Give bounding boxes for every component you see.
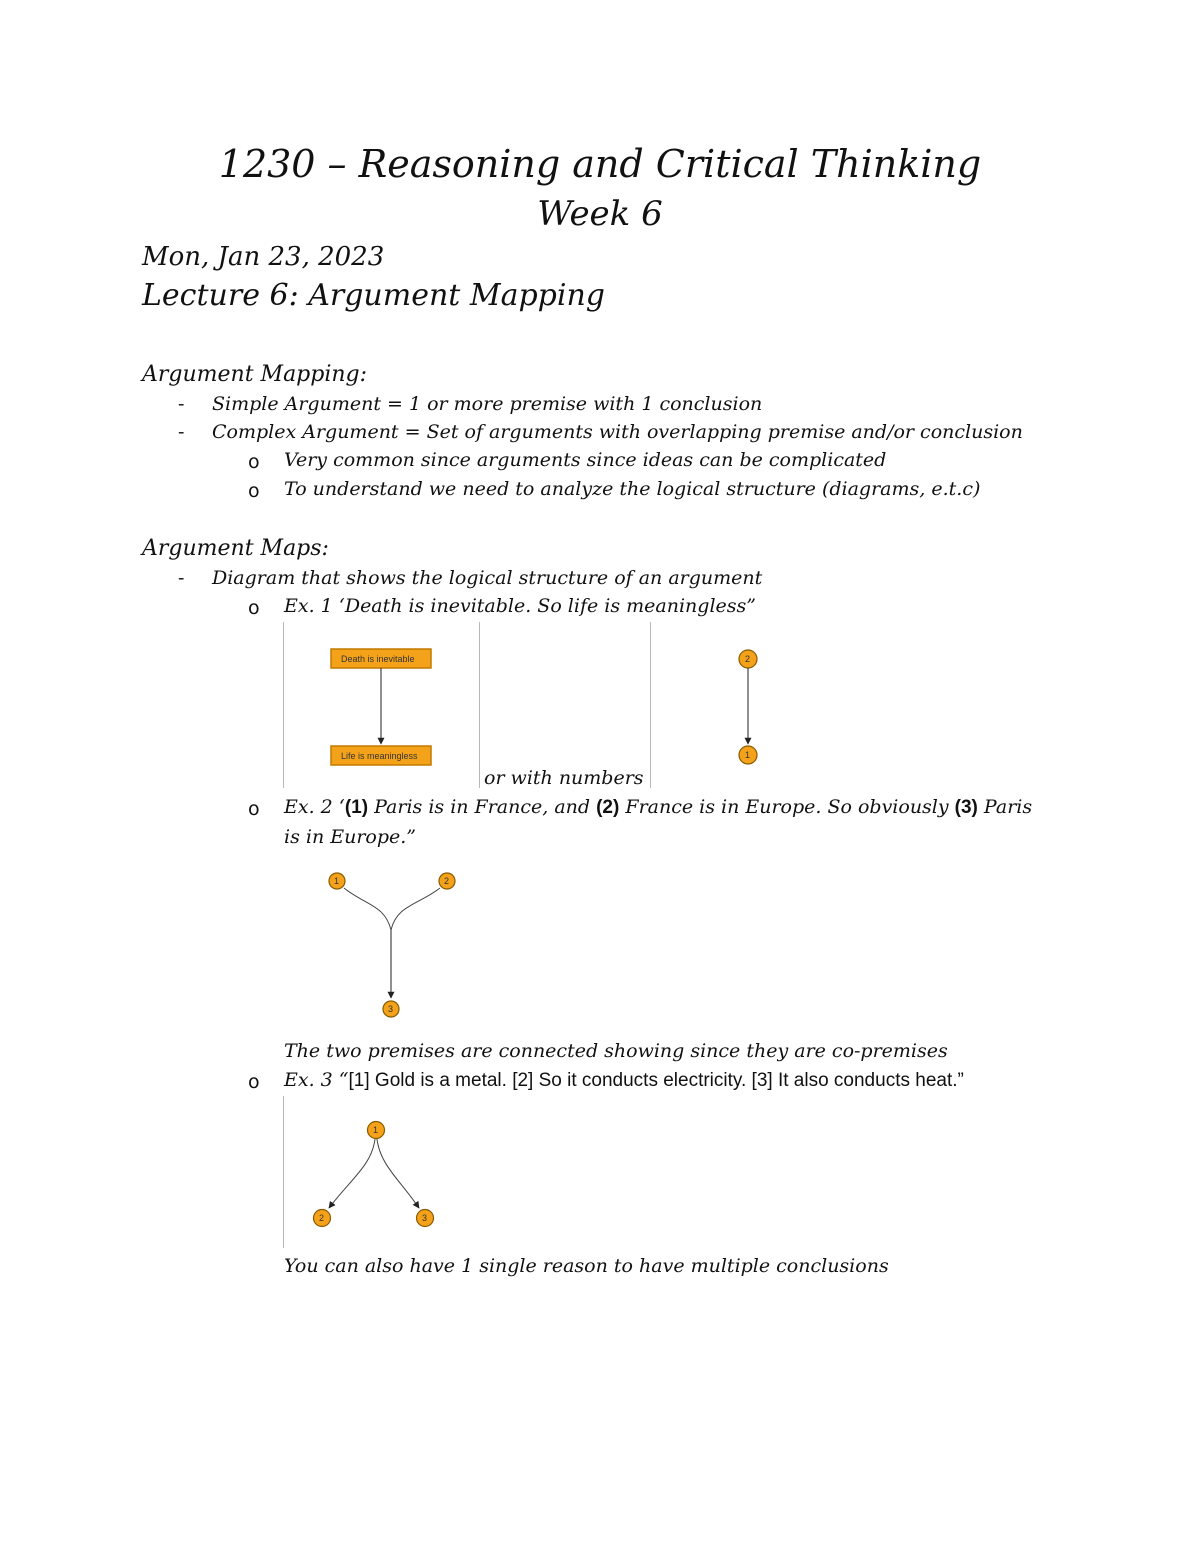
example-2-part: Paris is in France, and — [368, 796, 597, 818]
node-1-label: 1 — [745, 750, 751, 760]
co-premise-link — [391, 888, 440, 930]
document-title: 1230 – Reasoning and Critical Thinking — [218, 142, 982, 186]
inference-arrow — [329, 1139, 375, 1208]
circle-bullet: o — [248, 1071, 260, 1093]
premise-box-label: Death is inevitable — [341, 654, 415, 664]
example-2-text-line2: is in Europe.” — [284, 826, 417, 848]
example-1-text: Ex. 1 ‘Death is inevitable. So life is meaningless” — [284, 595, 756, 617]
list-item-simple-argument: Simple Argument = 1 or more premise with 1 conclusion — [212, 393, 763, 415]
section-heading-argument-mapping: Argument Mapping: — [142, 362, 368, 387]
example-3-caption: You can also have 1 single reason to have multiple conclusions — [284, 1255, 889, 1277]
premise-number: (2) — [596, 797, 620, 818]
dash-bullet: - — [178, 567, 185, 589]
co-premise-link — [344, 888, 391, 930]
dash-bullet: - — [178, 421, 185, 443]
dash-bullet: - — [178, 393, 185, 415]
section-heading-argument-maps: Argument Maps: — [142, 536, 329, 561]
circle-bullet: o — [248, 597, 260, 619]
table-divider — [283, 1096, 284, 1248]
lecture-date: Mon, Jan 23, 2023 — [142, 242, 385, 272]
example-2-prefix: Ex. 2 ‘ — [284, 796, 345, 818]
node-2-label: 2 — [319, 1213, 325, 1223]
example-2-part: France is in Europe. So obviously — [619, 796, 955, 818]
conclusion-number: (3) — [954, 797, 978, 818]
node-2-label: 2 — [444, 876, 450, 886]
circle-bullet: o — [248, 480, 260, 502]
document-subtitle: Week 6 — [537, 194, 663, 234]
subitem-very-common: Very common since arguments since ideas can be complicated — [284, 449, 887, 471]
or-with-numbers-caption: or with numbers — [484, 767, 644, 789]
example-3-text — [284, 1069, 964, 1092]
conclusion-box-label: Life is meaningless — [341, 751, 418, 761]
node-1-label: 1 — [334, 876, 340, 886]
premise-number: (1) — [344, 797, 369, 818]
example-3-prefix: Ex. 3 “ — [284, 1069, 349, 1091]
example-2-caption: The two premises are connected showing since they are co-premises — [284, 1040, 948, 1062]
inference-arrow — [377, 1139, 419, 1208]
lecture-title: Lecture 6: Argument Mapping — [142, 278, 605, 313]
example-2-text — [284, 796, 1032, 819]
node-3-label: 3 — [388, 1004, 394, 1014]
circle-bullet: o — [248, 798, 260, 820]
list-item-complex-argument: Complex Argument = Set of arguments with overlapping premise and/or conclusion — [212, 421, 1023, 443]
node-3-label: 3 — [422, 1213, 428, 1223]
subitem-to-understand: To understand we need to analyze the logical structure (diagrams, e.t.c) — [284, 478, 981, 500]
example-3-statement: [1] Gold is a metal. [2] So it conducts electricity. [3] It also conducts heat.” — [348, 1070, 964, 1091]
node-2-label: 2 — [745, 654, 751, 664]
circle-bullet: o — [248, 451, 260, 473]
list-item-diagram: Diagram that shows the logical structure of an argument — [212, 567, 763, 589]
example-2-part: Paris — [977, 796, 1033, 818]
node-1-label: 1 — [373, 1125, 379, 1135]
